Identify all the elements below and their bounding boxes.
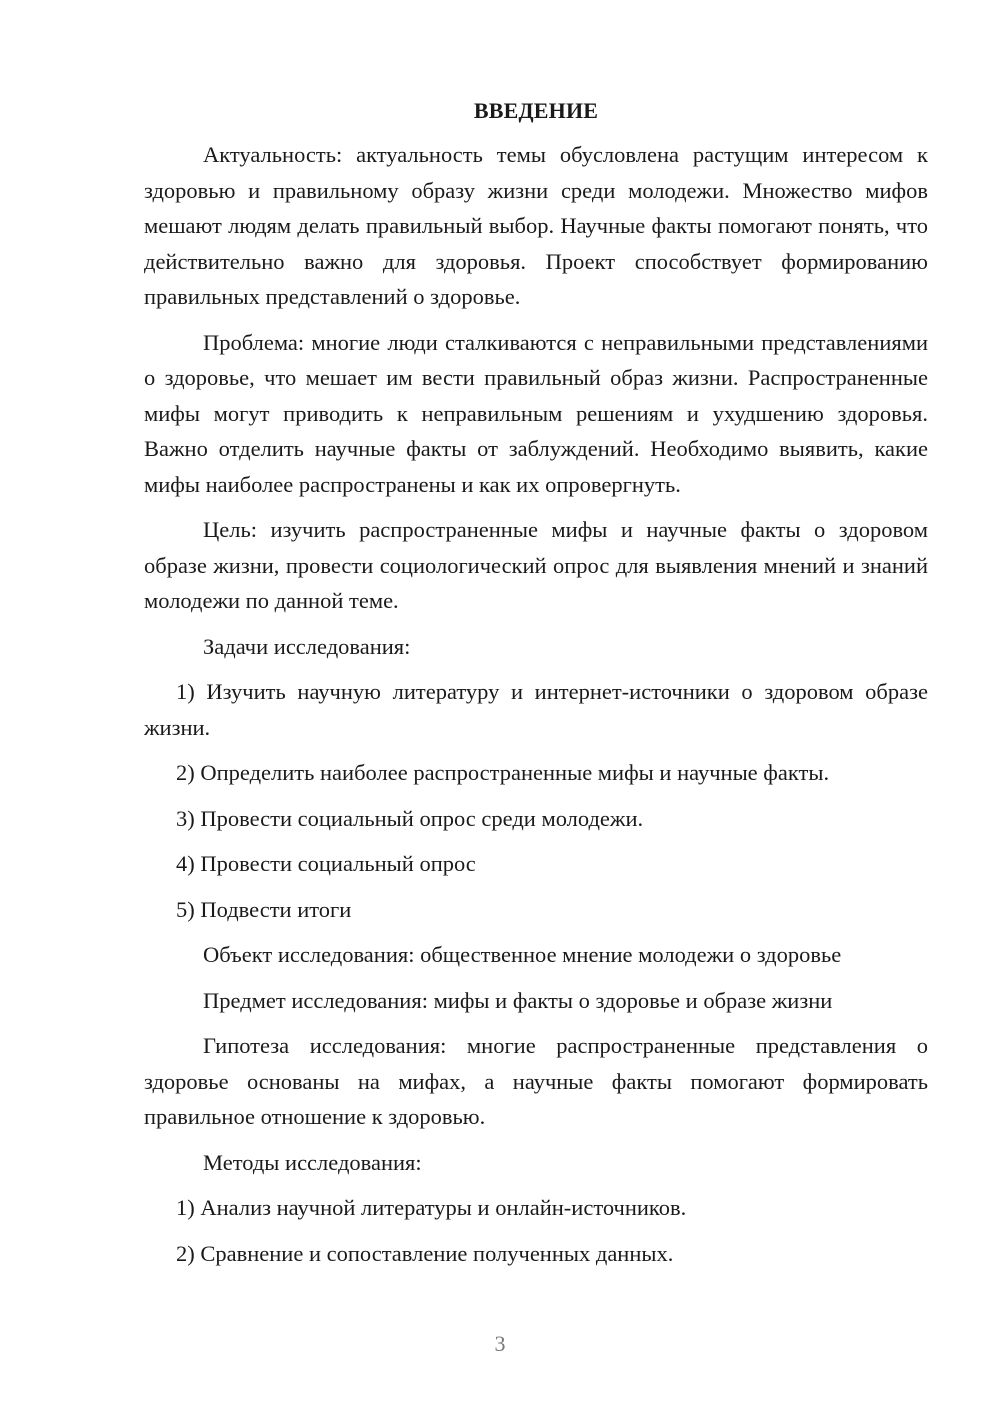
- task-item-1: 1) Изучить научную литературу и интернет-источники о здоровом образе жизни.: [144, 679, 928, 740]
- section-title: ВВЕДЕНИЕ: [473, 98, 599, 123]
- task-item-5: 5) Подвести итоги: [176, 896, 352, 922]
- task-item-2: 2) Определить наиболее распространенные мифы и научные факты.: [176, 760, 830, 785]
- hypothesis-paragraph: Гипотеза исследования: многие распространенные представления о здоровье основаны на мифах, а научные факты помогают формировать правильное отношение к здоровью.: [144, 1033, 928, 1129]
- methods-heading: Методы исследования:: [203, 1149, 422, 1175]
- research-object: Объект исследования: общественное мнение молодежи о здоровье: [203, 942, 842, 967]
- task-item-4: 4) Провести социальный опрос: [176, 851, 476, 876]
- tasks-heading: Задачи исследования:: [203, 633, 411, 659]
- method-item-2: 2) Сравнение и сопоставление полученных данных.: [176, 1240, 674, 1266]
- research-subject: Предмет исследования: мифы и факты о здоровье и образе жизни: [203, 987, 833, 1013]
- document-page: [144, 96, 928, 1281]
- goal-paragraph: Цель: изучить распространенные мифы и научные факты о здоровом образе жизни, провести социологический опрос для выявления мнений и знаний молодежи по данной теме.: [144, 517, 928, 613]
- task-item-3: 3) Провести социальный опрос среди молодежи.: [176, 805, 644, 831]
- method-item-1: 1) Анализ научной литературы и онлайн-источников.: [176, 1195, 687, 1220]
- actuality-paragraph: Актуальность: актуальность темы обусловлена растущим интересом к здоровью и правильному образу жизни среди молодежи. Множество мифов мешают людям делать правильный выбор. Научные факты помогают понять, что действительно важно для здоровья. Проект способствует формированию правильных представлений о здоровье.: [144, 142, 928, 309]
- problem-paragraph: Проблема: многие люди сталкиваются с неправильными представлениями о здоровье, что мешает им вести правильный образ жизни. Распространенные мифы могут приводить к неправильным решениям и ухудшению здоровья. Важно отделить научные факты от заблуждений. Необходимо выявить, какие мифы наиболее распространены и как их опровергнуть.: [144, 329, 928, 497]
- page-number: 3: [494, 1331, 506, 1356]
